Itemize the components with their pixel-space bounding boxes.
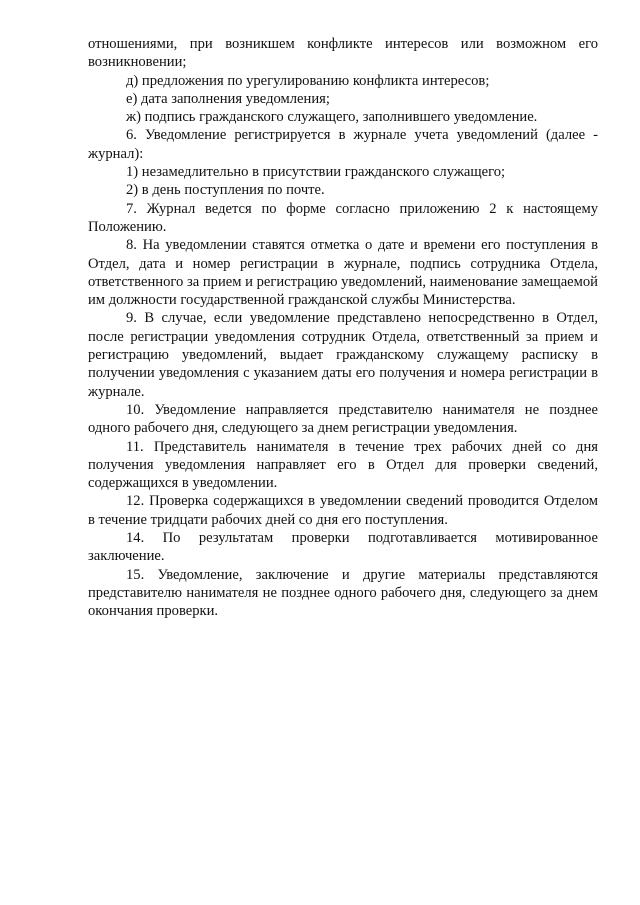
clause-15: 15. Уведомление, заключение и другие материалы представляются представителю нанимателя не позднее одного рабочего дня, следующего за днем окончания проверки. [88,566,598,620]
clause-6: 6. Уведомление регистрируется в журнале учета уведомлений (далее - журнал): [88,127,598,162]
clause-7: 7. Журнал ведется по форме согласно приложению 2 к настоящему Положению. [88,200,598,235]
clause-6-item-2: 2) в день поступления по почте. [126,182,325,199]
list-item-zh: ж) подпись гражданского служащего, заполнившего уведомление. [126,109,538,126]
paragraph-continuation: отношениями, при возникшем конфликте интересов или возможном его возникновении; [88,36,598,71]
list-item-e: е) дата заполнения уведомления; [126,90,330,107]
clause-8: 8. На уведомлении ставятся отметка о дате и времени его поступления в Отдел, дата и номер регистрации в журнале, подпись сотрудника Отдела, ответственного за прием и регистрацию уведомлений, наименование замещаемой им должности государственной гражданской службы Министерства. [88,237,598,309]
clause-11: 11. Представитель нанимателя в течение трех рабочих дней со дня получения уведомления направляет его в Отдел для проверки сведений, содержащихся в уведомлении. [88,438,598,492]
clause-14: 14. По результатам проверки подготавливается мотивированное заключение. [88,530,598,565]
clause-9: 9. В случае, если уведомление представлено непосредственно в Отдел, после регистрации уведомления сотрудник Отдела, ответственный за прием и регистрацию уведомлений, выдает гражданскому служащему расписку в получении уведомления с указанием даты его получения и номера регистрации в журнале. [88,310,598,400]
list-item-d: д) предложения по урегулированию конфликта интересов; [126,72,490,89]
clause-10: 10. Уведомление направляется представителю нанимателя не позднее одного рабочего дня, следующего за днем регистрации уведомления. [88,401,598,437]
clause-6-item-1: 1) незамедлительно в присутствии гражданского служащего; [126,164,506,181]
document-body [88,35,598,621]
clause-12: 12. Проверка содержащихся в уведомлении сведений проводится Отделом в течение тридцати рабочих дней со дня его поступления. [88,493,598,528]
